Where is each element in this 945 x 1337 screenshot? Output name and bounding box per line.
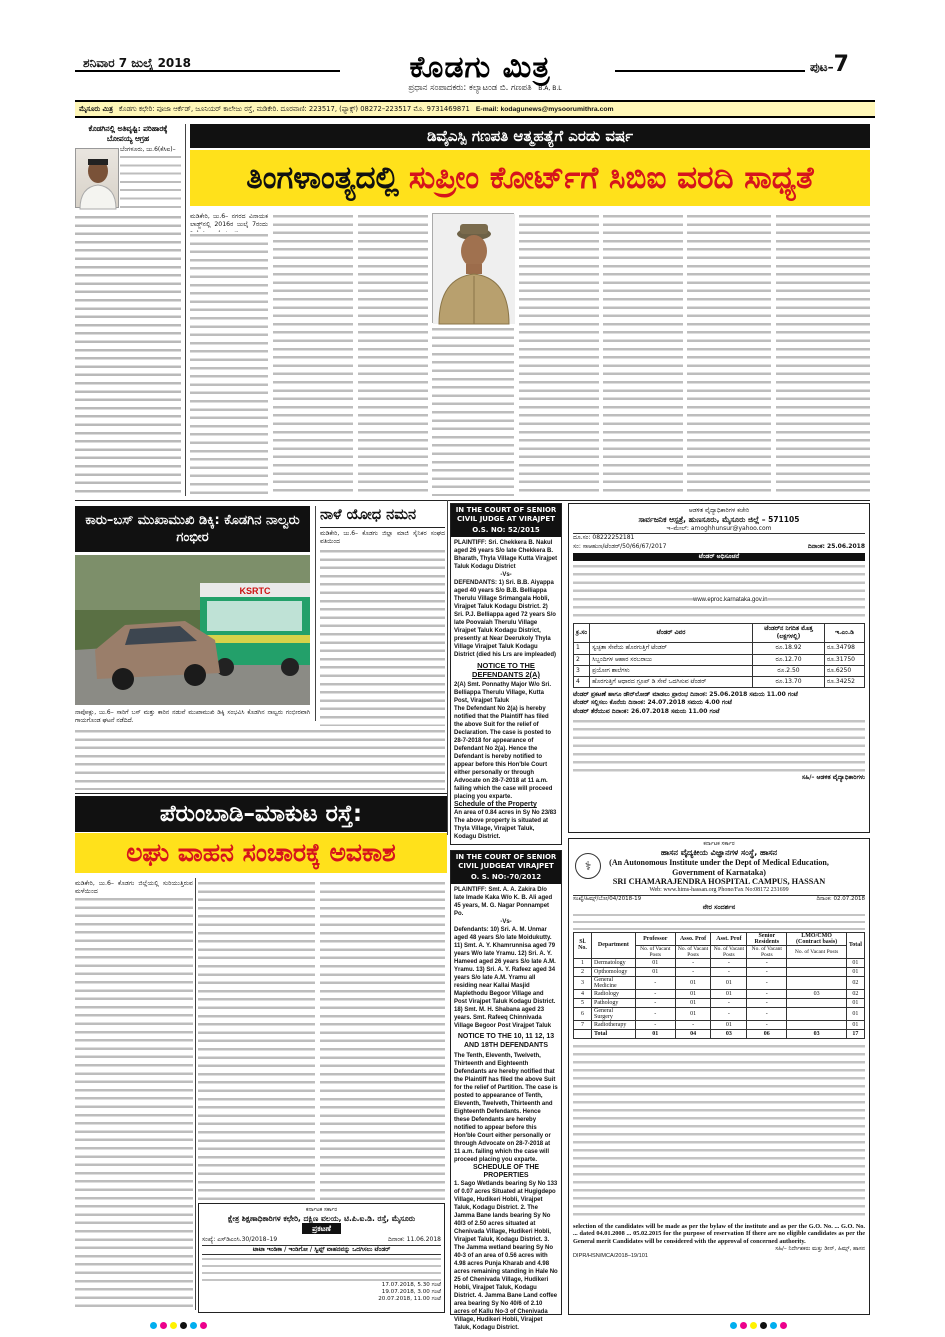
tender-address: ಸಾರ್ವಜನಿಕ ಆಸ್ಪತ್ರೆ, ಹುಣಸೂರು, ಮೈಸೂರು ಜಿಲ್ಲೆ – 571105: [638, 515, 800, 525]
vacancy-cell: Pathology: [592, 998, 636, 1007]
table-row: [574, 976, 865, 989]
table-row: [574, 967, 865, 976]
edu-govt-line: ಕರ್ನಾಟಕ ಸರ್ಕಾರ: [305, 1207, 338, 1213]
hims-ref: ಸಂಖ್ಯೆ/ಹಿಮ್ಸ್/ಬೋ/04/2018-19: [573, 895, 642, 902]
brief-dateline: ಬೆಂಗಳೂರು, ಜು.6(ಕೆಸಿಐ)–: [120, 146, 176, 153]
lead-dateline: ಮಡಿಕೇರಿ, ಜು.6– ನಗರದ ವಿನಾಯಕ ಲಾಡ್ಜ್‌ನಲ್ಲಿ 2016ರ ಜುಲೈ 7ರಂದು: [190, 213, 268, 229]
edu-subject: ಟಾಟಾ ಇಂಡಿಕಾ / ಇಂಡಿಗೋ / ಸ್ವಿಫ್ಟ್ ವಾಹನವನ್ನು ಒದಗಿಸಲು ಟೆಂಡರ್: [202, 1245, 441, 1255]
namana-headline: ನಾಳೆ ಯೋಧ ನಮನ: [320, 507, 445, 528]
tender-col-amount: ಟೆಂಡರ್‌ನ ನಿಗದಿತ ಮೊತ್ತ (ಲಕ್ಷಗಳಲ್ಲಿ): [753, 624, 825, 643]
vacancy-cell: 5: [574, 998, 592, 1007]
vac-col-lmo: LMO/CMO (Contract basis): [787, 932, 847, 945]
lead-body-col-2: [273, 213, 353, 496]
namana-body: [320, 548, 445, 726]
hims-footer-code: DIPR/HSN/MCA/2018–19/101: [573, 1252, 648, 1259]
vacancy-cell: Opthomology: [592, 967, 636, 976]
strip-email: E-mail: kodagunews@mysoorumithra.com: [475, 105, 614, 113]
brief-column: [75, 124, 181, 496]
vacancy-cell: Total: [592, 1029, 636, 1038]
vacancy-cell: 03: [711, 1029, 747, 1038]
vacancy-cell: -: [747, 976, 787, 989]
court-1-case-no: O.S. NO: 52/2015: [451, 526, 561, 537]
tender-cell: ರೂ.34798: [825, 643, 865, 654]
vac-col-total: Total: [846, 932, 864, 958]
lead-kicker-bar: [190, 124, 870, 148]
court-2-plaintiff: PLAINTIFF: Smt. A. A. Zakira D/o late Imade Kaka W/o K. B. Ali aged 45 years, M. G. Nagar Ponnampet Po.: [454, 887, 553, 917]
lead-body-col-1: [190, 232, 268, 496]
vacancy-cell: 01: [846, 967, 864, 976]
tender-signature: ಸಹಿ/– ಆಡಳಿತ ವೈದ್ಯಾಧಿಕಾರಿಗಳು: [801, 773, 865, 781]
officer-photo: [432, 213, 514, 323]
tender-body-top: [573, 563, 865, 621]
page-number: 7: [833, 52, 849, 77]
accident-headline: ಕಾರು–ಬಸ್ ಮುಖಾಮುಖಿ ಡಿಕ್ಕಿ: ಕೊಡಗಿನ ನಾಲ್ವರು ಗಂಭೀರ: [85, 513, 300, 545]
vacancy-cell: Radiotherapy: [592, 1020, 636, 1029]
edu-office: ಕ್ಷೇತ್ರ ಶಿಕ್ಷಣಾಧಿಕಾರಿಗಳ ಕಛೇರಿ, ದಕ್ಷಿಣ ವಲಯ, ಟಿ.ಪಿ.ಐ.ಡಿ. ರಸ್ತೆ, ಮೈಸೂರು: [227, 1214, 416, 1223]
edu-date-3: 20.07.2018, 11.00 ಗಂಟೆ: [378, 1296, 441, 1302]
edu-dates: [202, 1282, 441, 1303]
brief-body: [75, 214, 181, 496]
strip-address: ಕೊಡಗು ಕಛೇರಿ: ಪೂಜಾ ಆರ್ಕೆಡ್, ಜೂನಿಯರ್ ಕಾಲೇಜು ರಸ್ತೆ, ಮಡಿಕೇರಿ. ದೂರವಾಣಿ: 223517, (ಫ್ಯಾಕ್ಸ್) 08272–223517 ಮೊ. 9731469871: [118, 104, 470, 113]
tender-email: ಇ–ಮೇಲ್: amoghhunsur@yahoo.com: [666, 525, 772, 533]
bus-label: KSRTC: [239, 586, 271, 596]
tender-phone: ದೂ.ಸಂ: 08222252181: [573, 534, 635, 542]
accident-photo: [75, 555, 310, 705]
court-1-defendants: DEFENDANTS: 1) Sri. B.B. Aiyappa aged 40 years S/o B.B. Belliappa Therulu Village Srimangala Hobli, Virajpet Taluk Kodagu District. 2) Sri. P.J. Belliappa aged 72 years S/o late Poovaiah Therulu Village Virajpet Taluk Kodagu District, presently at Near Deerukoly Thyla Village Virajpet Taluk Kodagu District (died his Lrs are impleaded): [454, 580, 557, 658]
lead-body-col-4: [432, 326, 514, 496]
editor-name: ಪ್ರಧಾನ ಸಂಪಾದಕರು: ಕಲ್ಯಾಟಂಡ ಬಿ. ಗಣಪತಿ: [408, 83, 532, 93]
vacancy-cell: 17: [846, 1029, 864, 1038]
table-row: [574, 1007, 865, 1020]
vacancy-cell: -: [675, 967, 711, 976]
vacancy-cell: [787, 998, 847, 1007]
court-1-vs: -Vs-: [500, 572, 512, 578]
education-office-notice: [198, 1203, 445, 1313]
lead-kicker: ಡಿವೈಎಸ್ಪಿ ಗಣಪತಿ ಆತ್ಮಹತ್ಯೆಗೆ ಎರಡು ವರ್ಷ: [426, 127, 633, 145]
vac-sub: No. of Vacant Posts: [787, 945, 847, 958]
vacancy-cell: 01: [675, 1007, 711, 1020]
tender-cell: ಹೊರಗುತ್ತಿಗೆ ಆಧಾರದ ಗ್ರೂಪ್ ಡಿ ಸೇವೆ ಒದಗಿಸುವ ಟೆಂಡರ್: [590, 677, 753, 688]
vacancy-cell: 01: [846, 1020, 864, 1029]
court-1-heading: IN THE COURT OF SENIOR CIVIL JUDGE AT VIRAJPET: [451, 504, 561, 526]
lead-headline: [190, 150, 870, 206]
hims-notice: [568, 838, 870, 1315]
lead-body-col-7: [603, 213, 683, 496]
court-1-schedule-title: Schedule of the Property: [454, 801, 537, 808]
vacancy-cell: [787, 1020, 847, 1029]
vac-col-asso: Asso. Prof: [675, 932, 711, 945]
vacancy-cell: -: [635, 1007, 675, 1020]
vacancy-cell: -: [711, 967, 747, 976]
vacancy-cell: 7: [574, 1020, 592, 1029]
brief-headline: ಕೊಡಗಿನಲ್ಲಿ ಅತಿವೃಷ್ಟಿ: ಪರಿಹಾರಕ್ಕೆ ಬೋಪಯ್ಯ ಆಗ್ರಹ: [88, 124, 168, 143]
road-dateline: ಮಡಿಕೇರಿ, ಜು.6– ಕೊಡಗು ಜಿಲ್ಲೆಯಲ್ಲಿ ಸುರಿಯುತ್ತಿರುವ ಮಳೆಯಿಂದ: [75, 880, 193, 896]
court-notice-1: [450, 503, 562, 845]
tender-col-sl: ಕ್ರ.ಸಂ: [574, 624, 590, 643]
strip-brand: ಮೈಸೂರು ಮಿತ್ರ: [79, 104, 113, 113]
vacancy-cell: 01: [675, 976, 711, 989]
court-2-notice-title: NOTICE TO THE 10, 11 12, 13 AND 18TH DEFENDANTS: [457, 1033, 555, 1049]
lead-body-col-8: [687, 213, 771, 496]
masthead: [75, 48, 875, 98]
edition-date: ಶನಿವಾರ 7 ಜುಲೈ 2018: [83, 56, 191, 70]
tender-subject: ಟೆಂಡರ್ ಅಧಿಸೂಚನೆ: [573, 553, 865, 561]
page-label: ಪುಟ–: [810, 60, 834, 74]
accident-caption: ನಾಪೋಕ್ಲು, ಜು.6– ಸಾರಿಗೆ ಬಸ್ ಮತ್ತು ಕಾರಿನ ನಡುವೆ ಮುಖಾಮುಖಿ ಡಿಕ್ಕಿ ಸಂಭವಿಸಿ ಕೊಡಗಿನ ನಾಲ್ವರು ಗಂಭೀರವಾಗಿ ಗಾಯಗೊಂಡ ಘಟನೆ ನಡೆದಿದೆ.: [75, 709, 310, 724]
vacancy-cell: [787, 967, 847, 976]
tender-date: ದಿನಾಂಕ: 25.06.2018: [807, 542, 865, 550]
court-2-schedule: 1. Sago Wetlands bearing Sy No 133 of 0.07 acres Situated at Hugigdepo Village, Hudikeri Hobli, Virajpet Taluk, Kodagu District. 2. The Jamma Bane lands bearing Sy No 40/3 of 2.50 acres situated at Chenivada Village, Hudikeri Hobli, Virajpet Taluk, Kodagu District. 3. The Jamma wetland bearing Sy No 40-3 of an area of 0.56 acres with 4.98 acres Punja Kharab and 4.98 acres remaining standing in Hale No 25 of Chenivada Village, Hudikeri Hobli, Virajpet Taluk, Kodagu District. 4. Jamma Bane Land coffee area bearing Sy No 40/6 of 2.10 acres of Kallu No-3 of Chenivada Village, Hudikeri Hobli, Virajpet Taluk, Kodagu District.: [454, 1181, 558, 1331]
vacancy-cell: 01: [846, 1007, 864, 1020]
accident-headline-box: [75, 506, 310, 552]
tender-date-1: ಟೆಂಡರ್ ಪ್ರಕಟಣೆ ಹಾಗೂ ಡೌನ್‌ಲೋಡ್ ಮಾಡಲು ಪ್ರಾರಂಭ ದಿನಾಂಕ: 25.06.2018 ಸಮಯ 11.00 ಗಂಟೆ: [573, 691, 798, 699]
table-row: [574, 643, 865, 654]
vacancy-cell: -: [635, 976, 675, 989]
tender-body-bottom: [573, 718, 865, 774]
table-row: [574, 654, 865, 665]
vacancy-cell: -: [635, 989, 675, 998]
tender-notice: [568, 503, 870, 833]
tender-ref-no: ಸಂ: ಸಾಆಹುಣ/ಟೆಂಡರ್/50/66/67/2017: [573, 542, 667, 550]
vac-col-sr: Senior Residents: [747, 932, 787, 945]
vacancy-cell: 6: [574, 1007, 592, 1020]
vacancy-cell: 2: [574, 967, 592, 976]
tender-office: ಆಡಳಿತ ವೈದ್ಯಾಧಿಕಾರಿಗಳ ಕಚೇರಿ: [688, 507, 750, 514]
tender-col-emd: ಇ.ಎಂ.ಡಿ: [825, 624, 865, 643]
court-2-heading: IN THE COURT OF SENIOR CIVIL JUDGEAT VIRAJPET: [451, 851, 561, 873]
table-row: [574, 677, 865, 688]
vacancy-cell: -: [747, 998, 787, 1007]
brief-body-top: [120, 154, 181, 212]
tender-cell: ರೂ.34252: [825, 677, 865, 688]
vacancy-cell: [787, 976, 847, 989]
table-row: [574, 989, 865, 998]
registration-marks-right: [730, 1322, 787, 1329]
vacancy-cell: 03: [787, 989, 847, 998]
lead-headline-black: ತಿಂಗಳಾಂತ್ಯದಲ್ಲಿ: [246, 159, 399, 196]
vacancy-cell: -: [747, 1020, 787, 1029]
table-row: [574, 1029, 865, 1038]
lead-body-col-3: [358, 213, 428, 496]
vacancy-cell: 01: [675, 998, 711, 1007]
vacancy-cell: [574, 1029, 592, 1038]
edu-date-1: 17.07.2018, 5.30 ಗಂಟೆ: [381, 1282, 441, 1288]
edu-date-2: 19.07.2018, 3.00 ಗಂಟೆ: [381, 1289, 441, 1295]
court-1-plaintiff: PLAINTIFF: Sri. Chekkera B. Nakul aged 26 years S/o late Chekkera B. Bharath, Thyla Village Kutta Virajpet Taluk Kodagu District: [454, 540, 558, 570]
tender-cell: ರೂ.31750: [825, 654, 865, 665]
vacancy-cell: -: [635, 1020, 675, 1029]
tender-cell: 1: [574, 643, 590, 654]
tender-cell: 4: [574, 677, 590, 688]
road-body-col-2: [198, 880, 315, 1200]
vacancy-cell: 01: [635, 958, 675, 967]
hims-hospital: SRI CHAMARAJENDRA HOSPITAL CAMPUS, HASSAN: [612, 877, 826, 886]
court-1-defendant-2a: 2(A) Smt. Ponnathy Major W/o Sri. Belliappa Therulu Village, Kutta Post, Virajpet Taluk: [454, 682, 552, 704]
vacancy-cell: 01: [675, 989, 711, 998]
vac-col-prof: Professor: [635, 932, 675, 945]
vacancy-table: [573, 932, 865, 1039]
namana-dateline: ಮಡಿಕೇರಿ, ಜು.6– ಕೊಡಗು ಜಿಲ್ಲಾ ಮಾಜಿ ಸೈನಿಕರ ಸಂಘದ ವತಿಯಿಂದ: [320, 530, 445, 546]
vacancy-cell: -: [711, 1007, 747, 1020]
vac-sub: No. of Vacant Posts: [675, 945, 711, 958]
lead-body-col-9: [776, 213, 870, 496]
vacancy-cell: Dermatology: [592, 958, 636, 967]
hims-govt-line: ಕರ್ನಾಟಕ ಸರ್ಕಾರ: [703, 841, 735, 847]
editor-line: [355, 83, 615, 93]
court-1-schedule: An area of 0.84 acres in Sy No 23/83 The above property is situated at Thyla Village, Virajpet Taluk, Kodagu District.: [454, 810, 557, 840]
table-row: [574, 665, 865, 676]
court-2-body: The Tenth, Eleventh, Twelveth, Thirteenth and Eighteenth Defendants are hereby notified that the Plaintiff has filed the above Suit for the relief of Partition. The case is posted to appearance of Tenth, Eleventh, Twelveth, Thirteenth and Eighteenth Defendants. Hence these Defendants are hereby notified to appear before this Hon'ble Court either personally or through Advocate on 28-7-2018 at 11 a.m. failing which the case will proceed placing you exparte.: [454, 1053, 558, 1163]
vac-col-dept: Department: [592, 932, 636, 958]
tender-cell: ಪ್ರಯೋಗ ಶಾಲೆಗಳು: [590, 665, 753, 676]
vacancy-cell: 01: [635, 967, 675, 976]
vacancy-cell: -: [747, 989, 787, 998]
tender-cell: ರೂ.13.70: [753, 677, 825, 688]
page-number-label: [810, 52, 849, 77]
court-2-schedule-title: SCHEDULE OF THE PROPERTIES: [472, 1164, 540, 1179]
road-body-col-1: [75, 896, 193, 1311]
vacancy-cell: 01: [711, 1020, 747, 1029]
vacancy-cell: 01: [711, 989, 747, 998]
vacancy-cell: 4: [574, 989, 592, 998]
editor-degree: B.A, B.L: [538, 85, 562, 92]
edu-date: ದಿನಾಂಕ: 11.06.2018: [388, 1236, 441, 1243]
edu-title: ಪ್ರಕಟಣೆ: [302, 1223, 341, 1234]
vacancy-cell: -: [675, 1020, 711, 1029]
court-2-defendants: Defendants: 10) Sri. A. M. Unmar aged 48 years S/o late Moidukutty. 11) Smt. A. Y. Khamrunnisa aged 79 years W/o late Yramu. 12) Sri. A. Y. Hameed aged 26 years S/o late A.M. Yramu. 13) Sri. A. Y. Rafeez aged 34 years S/o late A.M. Yramu all residing near Kallai Masjid Maplethodu Begoor Village and Post Virajpet Taluk Kodagu District. 18) Smt. M. H. Shabana aged 23 years. Smt. Rafeeq Chinnivada Village Begoor Post Virajpet Taluk: [454, 927, 556, 1029]
vac-sub: No. of Vacant Posts: [711, 945, 747, 958]
hims-intro: [573, 912, 865, 932]
table-row: [574, 958, 865, 967]
accident-body: [75, 728, 445, 790]
vacancy-cell: General Surgery: [592, 1007, 636, 1020]
vacancy-cell: -: [635, 998, 675, 1007]
vacancy-cell: -: [711, 998, 747, 1007]
hims-subject: ನೇರ ಸಂದರ್ಶನ: [702, 902, 736, 911]
vacancy-cell: -: [747, 958, 787, 967]
vacancy-cell: 1: [574, 958, 592, 967]
vacancy-cell: 06: [747, 1029, 787, 1038]
vacancy-cell: 03: [787, 1029, 847, 1038]
tender-table: [573, 623, 865, 688]
vacancy-cell: 02: [846, 976, 864, 989]
vacancy-cell: 02: [846, 989, 864, 998]
court-notice-2: [450, 850, 562, 1331]
vac-sub: No. of Vacant Posts: [635, 945, 675, 958]
hims-date: ದಿನಾಂಕ: 02.07.2018: [816, 895, 865, 902]
tender-col-detail: ಟೆಂಡರ್ ವಿವರ: [590, 624, 753, 643]
court-2-vs: -Vs-: [500, 919, 512, 925]
vac-col-sl: Sl. No.: [574, 932, 592, 958]
vac-col-asst: Asst. Prof: [711, 932, 747, 945]
politician-photo: [75, 148, 119, 208]
vacancy-cell: 04: [675, 1029, 711, 1038]
lead-headline-red: ಸುಪ್ರೀಂ ಕೋರ್ಟ್‌ಗೆ ಸಿಬಿಐ ವರದಿ ಸಾಧ್ಯತೆ: [408, 159, 814, 196]
road-body-col-3: [320, 880, 445, 1200]
vacancy-cell: -: [675, 958, 711, 967]
portrait-figure: [76, 149, 120, 209]
hims-title-kn: ಹಾಸನ ವೈದ್ಯಕೀಯ ವಿಜ್ಞಾನಗಳ ಸಂಸ್ಥೆ, ಹಾಸನ: [660, 848, 778, 857]
vacancy-cell: [787, 958, 847, 967]
vacancy-cell: General Medicine: [592, 976, 636, 989]
vacancy-cell: 01: [846, 958, 864, 967]
hims-english-note: selection of the candidates will be made as per the bylaw of the institute and as per the G.O. No. ... G.O. No. ... dated 04.01.2008 ... 05.02.2015 for the purpose of reservation If there are no eligible candidates as per the General merit Candidates will be considered with the approval of concerned authority.: [573, 1222, 865, 1246]
tender-cell: ರೂ.18.92: [753, 643, 825, 654]
vacancy-cell: -: [747, 967, 787, 976]
accident-scene: [75, 555, 310, 705]
vacancy-cell: 01: [635, 1029, 675, 1038]
contact-strip: [75, 100, 875, 118]
road-headline-1: ಪೆರುಂಬಾಡಿ–ಮಾಕುಟ ರಸ್ತೆ:: [75, 796, 447, 832]
vacancy-cell: Radiology: [592, 989, 636, 998]
road-headline-2: ಲಘು ವಾಹನ ಸಂಚಾರಕ್ಕೆ ಅವಕಾಶ: [75, 833, 447, 873]
tender-date-2: ಟೆಂಡರ್ ಸಲ್ಲಿಸಲು ಕೊನೆಯ ದಿನಾಂಕ: 24.07.2018 ಸಮಯ 4.00 ಗಂಟೆ: [573, 699, 732, 707]
tender-cell: ರೂ.6250: [825, 665, 865, 676]
edu-ref: ಸಂಖ್ಯೆ: ಎಸ್‌ಡಿಎಂಸಿ.30/2018–19: [202, 1236, 278, 1243]
registration-marks-left: [150, 1322, 207, 1329]
court-2-case-no: O. S. NO:-70/2012: [451, 873, 561, 884]
tender-cell: ರೂ.12.70: [753, 654, 825, 665]
vacancy-cell: -: [747, 1007, 787, 1020]
tender-website[interactable]: www.eproc.karnataka.gov.in: [693, 597, 768, 604]
vacancy-cell: 01: [846, 998, 864, 1007]
hims-signature: ಸಹಿ/– ನಿರ್ದೇಶಕರು ಮತ್ತು ಡೀನ್, ಹಿಮ್ಸ್, ಹಾಸನ: [775, 1245, 865, 1252]
vacancy-cell: -: [711, 958, 747, 967]
hims-title-en: (An Autonomous Institute under the Dept of Medical Education, Government of Karnataka): [609, 858, 829, 877]
tender-cell: ರೂ.2.50: [753, 665, 825, 676]
court-1-notice-title: NOTICE TO THE DEFENDANTS 2(A): [472, 661, 540, 679]
tender-cell: ಸಿಬ್ಬಂದಿಗಳ ಆಹಾರ ಸರಬರಾಜು: [590, 654, 753, 665]
court-1-body: The Defendant No 2(a) is hereby notified that the Plaintiff has filed the above Suit for the relief of Declaration. The case is posted to 28-7-2018 for appearance of Defendant No 2(a). Hence the Defendant is hereby notified to appear before this Hon'ble Court either personally or through Advocate on 28-7-2018 at 11 a.m. failing which the case will proceed placing you exparte.: [454, 706, 553, 800]
edu-body: [202, 1256, 441, 1282]
vacancy-cell: 3: [574, 976, 592, 989]
hims-logo-icon: ⚕: [575, 853, 601, 879]
officer-figure: [433, 214, 515, 324]
vacancy-cell: [787, 1007, 847, 1020]
tender-cell: 2: [574, 654, 590, 665]
vac-sub: No. of Vacant Posts: [747, 945, 787, 958]
tender-date-3: ಟೆಂಡರ್ ತೆರೆಯುವ ದಿನಾಂಕ: 26.07.2018 ಸಮಯ 11.00 ಗಂಟೆ: [573, 707, 720, 715]
tender-cell: 3: [574, 665, 590, 676]
table-row: [574, 998, 865, 1007]
vacancy-cell: 01: [711, 976, 747, 989]
hims-body: [573, 1043, 865, 1221]
lead-body-col-6: [519, 213, 599, 496]
tender-cell: ಸ್ವಚ್ಛತಾ ಸೇವೆಯ ಹೊರಗುತ್ತಿಗೆ ಟೆಂಡರ್: [590, 643, 753, 654]
hims-contact: Web: www.hims-hassan.org Phone/Fax No:08172 231699: [649, 887, 789, 893]
table-row: [574, 1020, 865, 1029]
newspaper-title: ಕೊಡಗು ಮಿತ್ರ: [409, 50, 551, 85]
